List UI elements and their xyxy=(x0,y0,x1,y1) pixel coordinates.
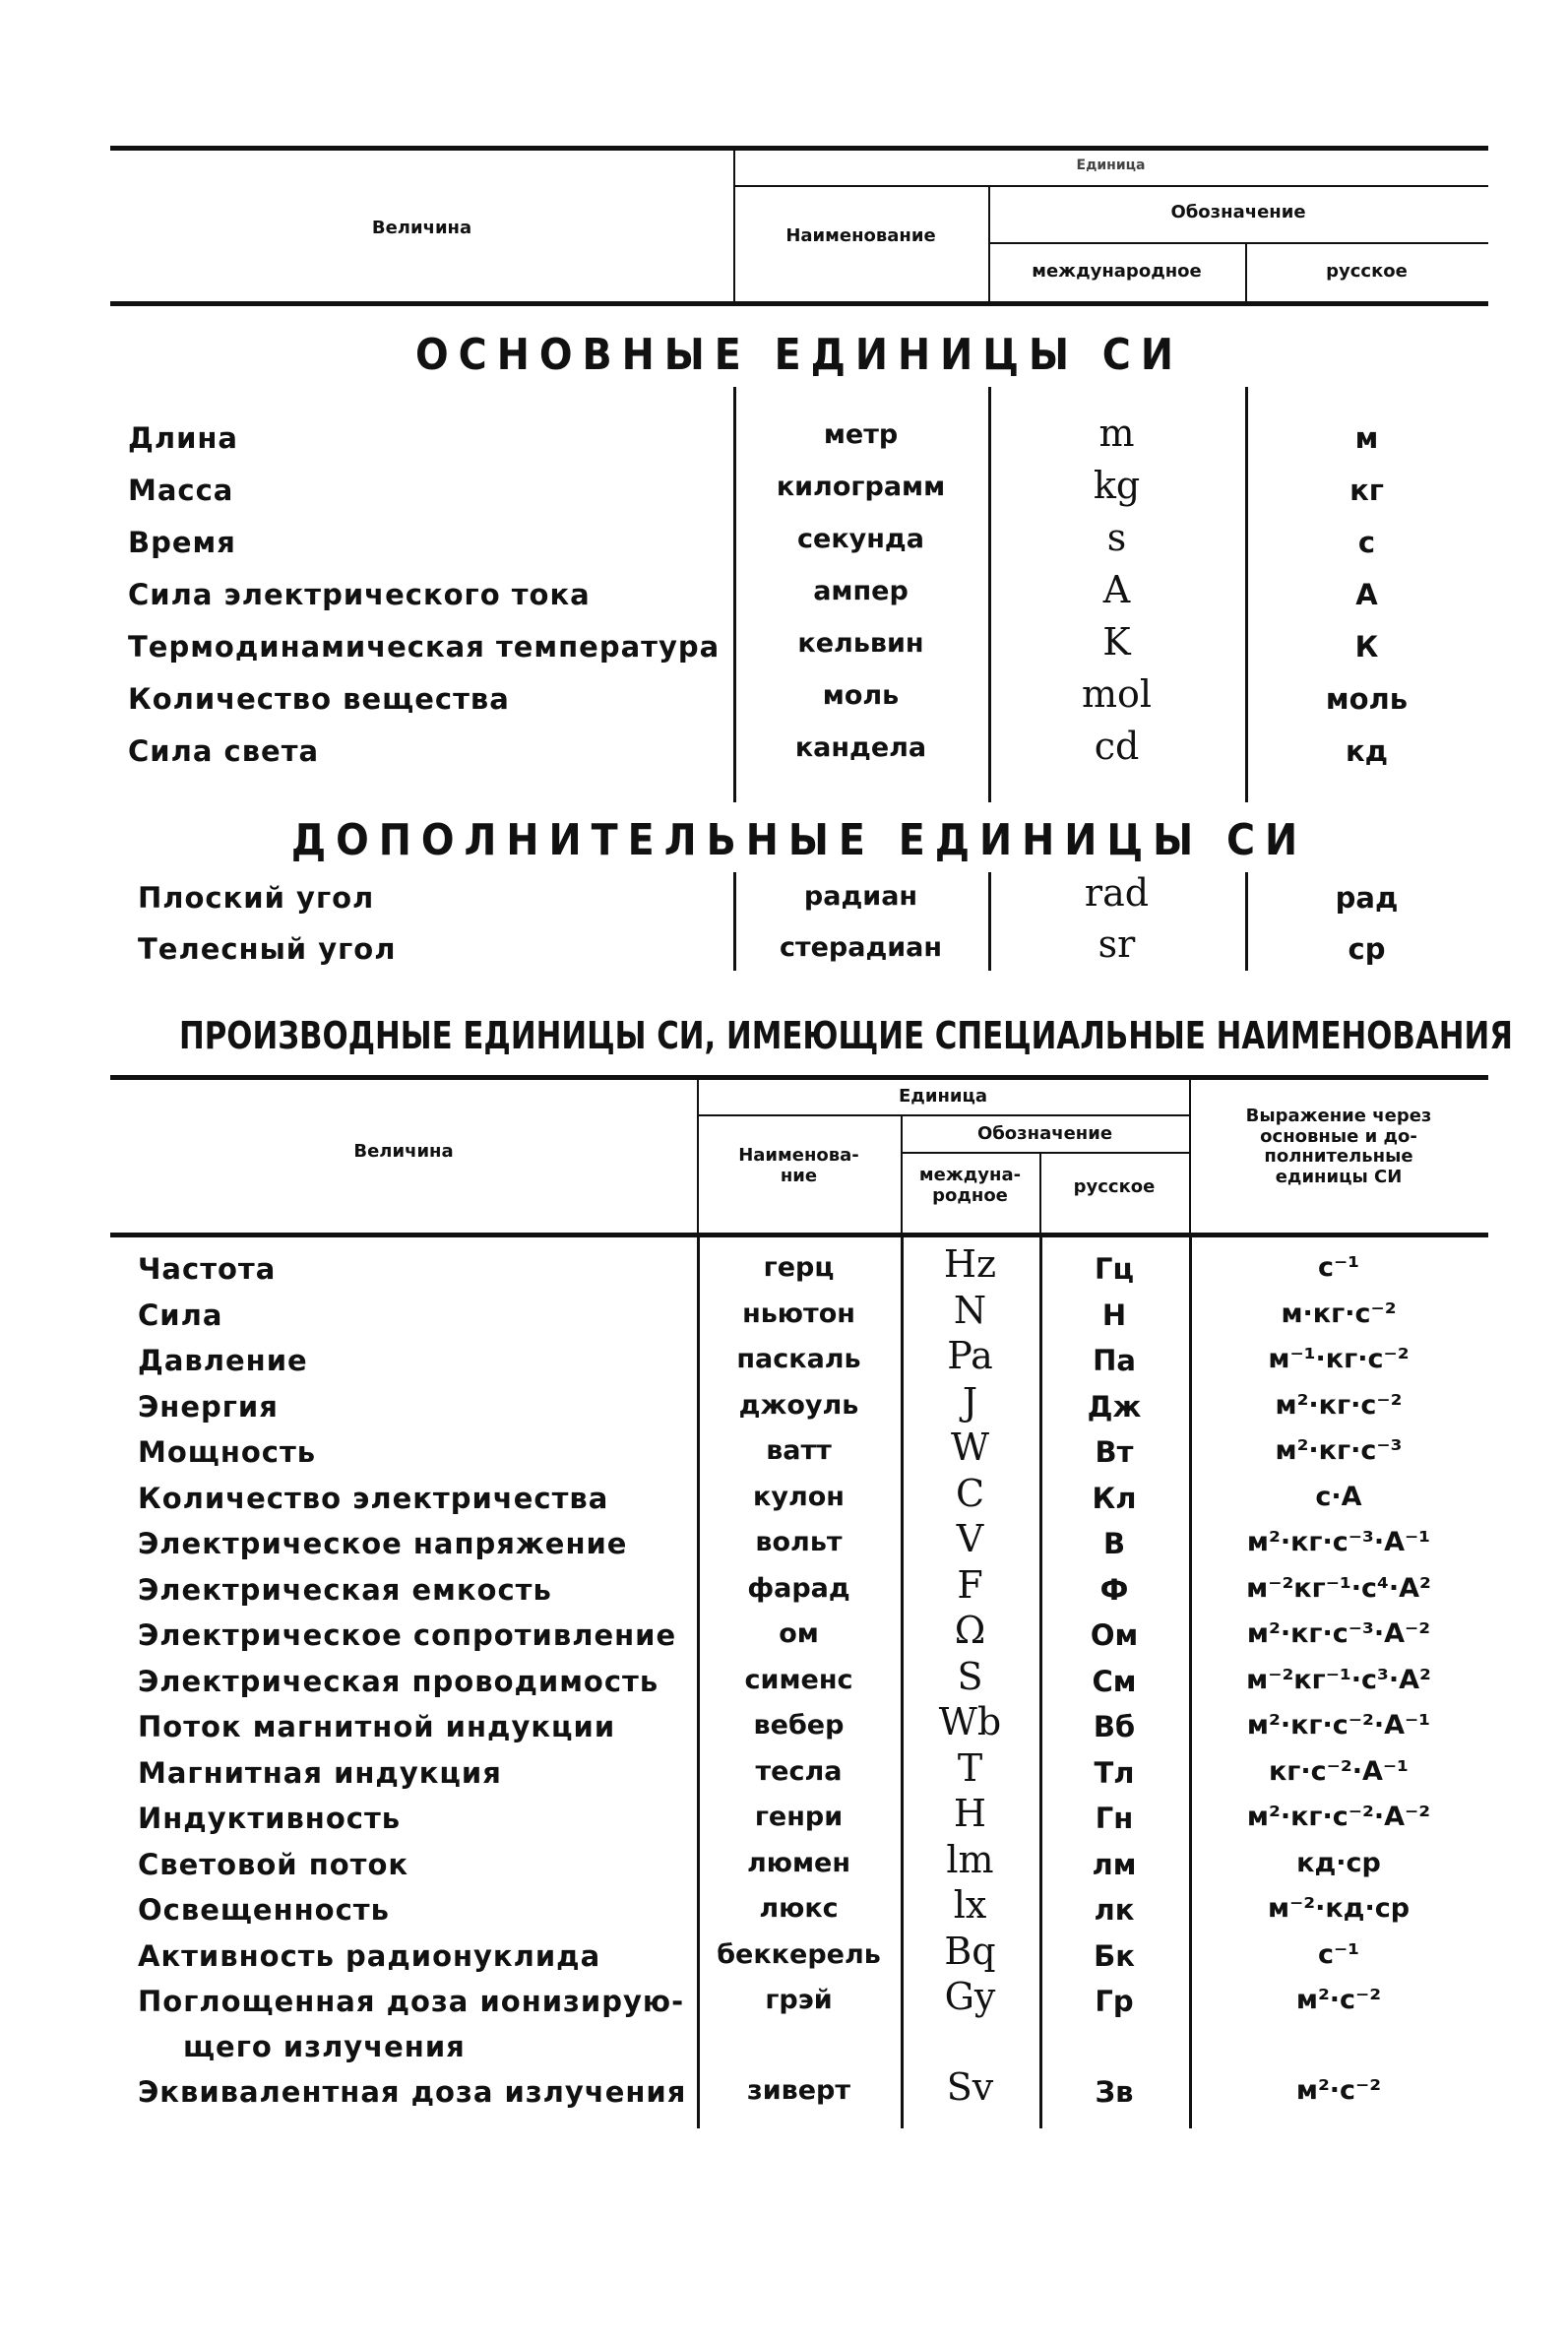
derived-row-quantity: Световой поток xyxy=(138,1847,409,1881)
derived-row-ru-symbol: В xyxy=(1102,1527,1126,1560)
derived-row-name: беккерель xyxy=(717,1938,881,1970)
base-row-ru-symbol: моль xyxy=(1325,682,1409,716)
top-header-unit-rule xyxy=(733,185,1488,187)
derived-row-expression: с⁻¹ xyxy=(1317,1252,1360,1283)
derived-row-expression: с·А xyxy=(1315,1481,1362,1512)
derived-row-ru-symbol: лм xyxy=(1092,1847,1137,1881)
base-row-name: метр xyxy=(823,419,899,450)
derived-row-quantity: Поглощенная доза ионизирую- xyxy=(138,1985,685,2018)
derived-header-quantity: Величина xyxy=(353,1141,454,1162)
base-row-quantity: Количество вещества xyxy=(128,682,510,716)
derived-row-ru-symbol: См xyxy=(1092,1664,1137,1698)
derived-row-ru-symbol: Гр xyxy=(1095,1985,1134,2018)
top-table-header-bottom-rule xyxy=(110,301,1488,306)
base-row-name: кандела xyxy=(794,732,927,763)
derived-row-intl-symbol: Sv xyxy=(946,2065,994,2109)
section-title-supplementary-units: ДОПОЛНИТЕЛЬНЫЕ ЕДИНИЦЫ СИ xyxy=(290,815,1308,865)
derived-row-name: генри xyxy=(754,1802,844,1832)
derived-row-quantity: Индуктивность xyxy=(138,1802,402,1835)
base-row-intl-symbol: K xyxy=(1102,620,1131,664)
base-row-intl-symbol: m xyxy=(1098,412,1135,455)
derived-row-quantity: Давление xyxy=(138,1344,308,1377)
derived-row-intl-symbol: S xyxy=(957,1654,983,1698)
derived-row-name: кулон xyxy=(753,1481,845,1512)
derived-header-unit-rule xyxy=(697,1114,1189,1116)
base-row-name: моль xyxy=(822,680,900,711)
derived-row-ru-symbol: Гн xyxy=(1095,1802,1134,1835)
derived-row-expression: м²·с⁻² xyxy=(1295,1985,1382,2015)
base-row-quantity: Время xyxy=(128,526,236,559)
derived-row-quantity: Эквивалентная доза излучения xyxy=(138,2075,687,2109)
derived-row-name: паскаль xyxy=(736,1344,861,1374)
header-international: международное xyxy=(1032,261,1202,282)
supp-row-quantity: Телесный угол xyxy=(138,932,397,966)
derived-header-name: Наименова- ние xyxy=(738,1145,859,1186)
base-row-quantity: Длина xyxy=(128,421,238,455)
derived-row-ru-symbol: Дж xyxy=(1087,1389,1142,1424)
derived-table-header-bottom-rule xyxy=(110,1233,1488,1237)
derived-row-expression: м²·кг·с⁻²·А⁻¹ xyxy=(1246,1710,1431,1741)
derived-row-intl-symbol: T xyxy=(957,1745,983,1790)
base-row-ru-symbol: кг xyxy=(1349,474,1384,507)
derived-row-expression: м⁻²кг⁻¹·с³·А² xyxy=(1246,1664,1431,1695)
derived-row-name: герц xyxy=(763,1252,835,1283)
base-row-quantity: Термодинамическая температура xyxy=(128,630,721,664)
base-row-intl-symbol: s xyxy=(1106,516,1127,559)
base-row-intl-symbol: mol xyxy=(1081,672,1153,716)
derived-row-intl-symbol: Wb xyxy=(938,1700,1002,1743)
derived-row-intl-symbol: Gy xyxy=(944,1975,996,2018)
derived-row-ru-symbol: Тл xyxy=(1094,1755,1135,1790)
derived-row-intl-symbol: N xyxy=(953,1288,987,1332)
derived-row-quantity: Электрическая емкость xyxy=(138,1572,552,1607)
derived-row-quantity: Освещенность xyxy=(138,1893,390,1927)
derived-row-ru-symbol: Н xyxy=(1101,1298,1127,1332)
derived-table-top-rule xyxy=(110,1075,1488,1080)
derived-row-quantity: Сила xyxy=(138,1298,223,1332)
base-row-name: ампер xyxy=(813,576,909,606)
derived-row-quantity: Электрическая проводимость xyxy=(138,1664,659,1698)
derived-row-intl-symbol: Ω xyxy=(954,1609,986,1652)
header-unit: Единица xyxy=(1076,158,1146,173)
header-quantity: Величина xyxy=(371,218,472,238)
top-table-top-rule xyxy=(110,146,1488,151)
derived-row-expression: м²·кг·с⁻³ xyxy=(1275,1435,1403,1466)
derived-row-intl-symbol: Hz xyxy=(943,1242,997,1286)
derived-row-intl-symbol: C xyxy=(955,1471,985,1515)
derived-row-quantity: Активность радионуклида xyxy=(138,1938,601,1973)
derived-row-expression: м⁻²·кд·ср xyxy=(1267,1893,1411,1924)
derived-row-intl-symbol: V xyxy=(956,1517,984,1560)
derived-row-ru-symbol: Кл xyxy=(1092,1481,1137,1515)
derived-row-quantity-continued: щего излучения xyxy=(183,2030,466,2063)
derived-row-name: фарад xyxy=(747,1572,850,1604)
derived-row-name: люмен xyxy=(746,1847,851,1878)
base-row-quantity: Масса xyxy=(128,474,234,507)
derived-row-ru-symbol: Ом xyxy=(1090,1618,1139,1652)
base-row-intl-symbol: A xyxy=(1102,568,1131,611)
derived-row-expression: кг·с⁻²·А⁻¹ xyxy=(1268,1755,1409,1787)
supp-row-ru-symbol: рад xyxy=(1335,881,1399,915)
derived-row-quantity: Поток магнитной индукции xyxy=(138,1710,616,1743)
base-row-quantity: Сила электрического тока xyxy=(128,578,591,611)
derived-row-expression: м²·кг·с⁻³·А⁻¹ xyxy=(1246,1527,1431,1557)
supp-row-quantity: Плоский угол xyxy=(138,881,375,915)
derived-row-expression: м²·с⁻² xyxy=(1295,2075,1382,2106)
derived-row-expression: кд·ср xyxy=(1296,1847,1381,1878)
derived-row-ru-symbol: Вб xyxy=(1093,1710,1136,1743)
derived-row-quantity: Мощность xyxy=(138,1435,317,1469)
base-row-quantity: Сила света xyxy=(128,734,320,768)
derived-row-expression: м²·кг·с⁻³·А⁻² xyxy=(1246,1618,1431,1649)
derived-row-expression: с⁻¹ xyxy=(1317,1938,1360,1970)
base-row-ru-symbol: с xyxy=(1357,526,1376,559)
derived-row-name: сименс xyxy=(744,1664,853,1695)
derived-row-ru-symbol: Гц xyxy=(1095,1252,1134,1286)
derived-row-expression: м⁻¹·кг·с⁻² xyxy=(1268,1344,1410,1374)
base-row-name: килограмм xyxy=(776,472,946,502)
derived-row-ru-symbol: Па xyxy=(1093,1344,1136,1377)
top-header-designation-rule xyxy=(988,242,1488,244)
derived-row-name: ньютон xyxy=(742,1298,855,1329)
derived-header-expression: Выражение через основные и до- полнительные единицы СИ xyxy=(1245,1106,1432,1188)
base-row-intl-symbol: cd xyxy=(1094,725,1140,768)
supp-row-intl-symbol: sr xyxy=(1098,922,1136,966)
derived-row-expression: м²·кг·с⁻²·А⁻² xyxy=(1246,1802,1431,1832)
derived-row-ru-symbol: лк xyxy=(1094,1893,1135,1927)
base-row-intl-symbol: kg xyxy=(1093,464,1141,507)
derived-row-intl-symbol: H xyxy=(953,1792,987,1835)
derived-row-ru-symbol: Вт xyxy=(1095,1435,1134,1469)
derived-row-intl-symbol: Bq xyxy=(944,1929,996,1973)
derived-header-unit: Единица xyxy=(899,1086,987,1107)
section-title-derived-units: ПРОИЗВОДНЫЕ ЕДИНИЦЫ СИ, ИМЕЮЩИЕ СПЕЦИАЛЬНЫЕ НАИМЕНОВАНИЯ xyxy=(179,1014,1513,1057)
derived-row-expression: м·кг·с⁻² xyxy=(1281,1298,1397,1329)
derived-row-name: вебер xyxy=(753,1710,845,1741)
derived-row-intl-symbol: F xyxy=(957,1562,983,1607)
derived-row-name: джоуль xyxy=(738,1389,859,1421)
supp-row-name: радиан xyxy=(803,881,918,912)
derived-header-international: междуна- родное xyxy=(918,1165,1022,1206)
base-row-ru-symbol: кд xyxy=(1345,734,1389,768)
base-row-name: кельвин xyxy=(797,628,924,659)
header-name: Наименование xyxy=(785,225,936,246)
derived-row-ru-symbol: Ф xyxy=(1099,1572,1129,1607)
derived-header-designation: Обозначение xyxy=(976,1123,1113,1144)
base-row-ru-symbol: К xyxy=(1354,630,1379,664)
derived-row-intl-symbol: J xyxy=(962,1379,978,1424)
derived-row-quantity: Электрическое сопротивление xyxy=(138,1618,677,1652)
derived-row-quantity: Частота xyxy=(138,1252,277,1286)
supp-row-ru-symbol: ср xyxy=(1348,932,1386,966)
derived-row-ru-symbol: Зв xyxy=(1095,2075,1134,2109)
derived-row-name: ватт xyxy=(766,1435,832,1466)
base-row-name: секунда xyxy=(797,524,924,554)
derived-row-name: люкс xyxy=(759,1893,839,1924)
derived-row-ru-symbol: Бк xyxy=(1094,1938,1135,1973)
derived-row-intl-symbol: W xyxy=(950,1425,990,1469)
derived-row-name: ом xyxy=(779,1618,819,1649)
derived-row-intl-symbol: lx xyxy=(953,1883,987,1927)
base-row-ru-symbol: А xyxy=(1355,578,1378,611)
derived-row-quantity: Энергия xyxy=(138,1389,279,1424)
derived-row-intl-symbol: lm xyxy=(946,1837,994,1881)
supp-row-intl-symbol: rad xyxy=(1084,871,1150,915)
derived-row-expression: м⁻²кг⁻¹·с⁴·А² xyxy=(1246,1572,1431,1604)
derived-row-name: зиверт xyxy=(747,2075,850,2106)
base-row-ru-symbol: м xyxy=(1354,421,1379,455)
supp-row-name: стерадиан xyxy=(779,932,943,963)
derived-row-quantity: Электрическое напряжение xyxy=(138,1527,628,1560)
header-designation: Обозначение xyxy=(1170,202,1306,222)
derived-row-name: вольт xyxy=(755,1527,843,1557)
derived-row-name: грэй xyxy=(765,1985,833,2015)
derived-row-name: тесла xyxy=(755,1755,843,1787)
derived-header-russian: русское xyxy=(1073,1176,1156,1197)
header-russian: русское xyxy=(1326,261,1408,282)
derived-row-expression: м²·кг·с⁻² xyxy=(1275,1389,1403,1421)
derived-row-intl-symbol: Pa xyxy=(947,1334,993,1377)
derived-header-designation-rule xyxy=(901,1152,1189,1154)
derived-row-quantity: Магнитная индукция xyxy=(138,1755,502,1790)
derived-row-quantity: Количество электричества xyxy=(138,1481,609,1515)
section-title-base-units: ОСНОВНЫЕ ЕДИНИЦЫ СИ xyxy=(415,330,1183,380)
